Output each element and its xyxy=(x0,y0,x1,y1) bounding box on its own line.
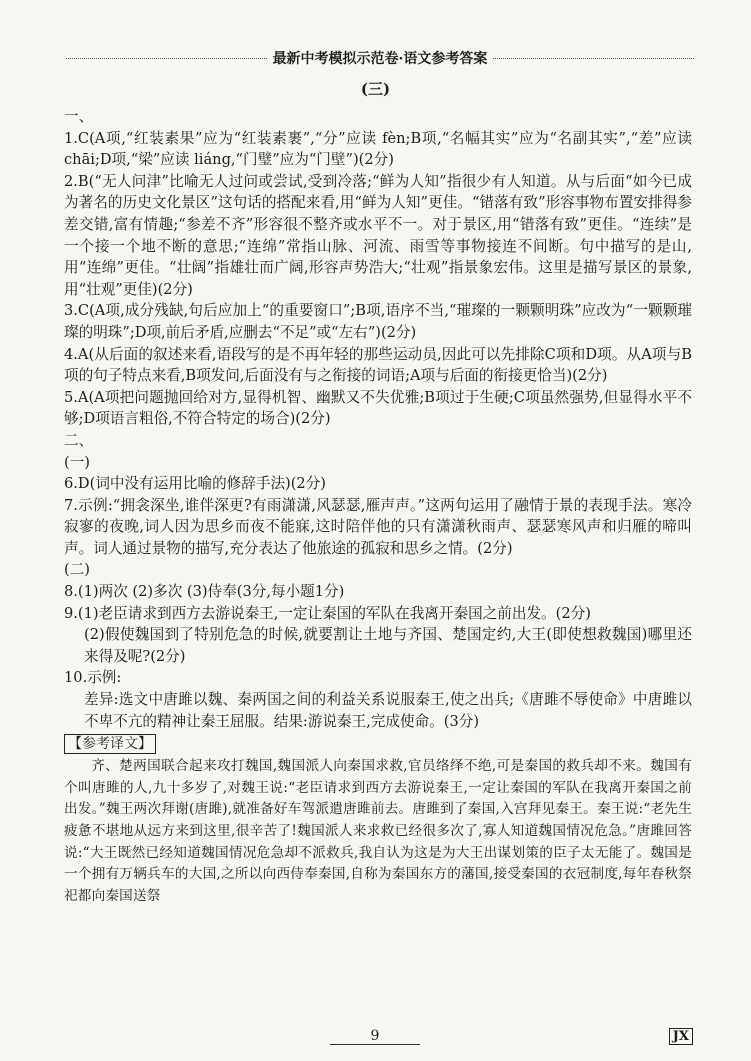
answer-item: 4.A(从后面的叙述来看,语段写的是不再年轻的那些运动员,因此可以先排除C项和D项。从A项与B项的句子特点来看,B项发问,后面没有与之衔接的词语;A项与后面的衔接更恰当)(2分) xyxy=(64,345,692,385)
answer-item: (2)假使魏国到了特别危急的时候,就要割让土地与齐国、楚国定约,大王(即使想救魏国)哪里还来得及呢?(2分) xyxy=(84,626,692,665)
subsection-label: (二) xyxy=(64,561,90,579)
part1-label: 一、 xyxy=(64,108,94,125)
answer-item: 10.示例: xyxy=(64,669,122,687)
edition-code: JX xyxy=(669,1028,693,1045)
answer-item: 差异:选文中唐雎以魏、秦两国之间的利益关系说服秦王,使之出兵;《唐雎不辱使命》中唐雎以不卑不亢的精神让秦王屈服。结果:游说秦王,完成使命。(3分) xyxy=(84,691,692,730)
section-number: (三) xyxy=(360,80,391,98)
answer-item: 2.B(“无人问津”比喻无人过问或尝试,受到冷落;“鲜为人知”指很少有人知道。从与后面“如今已成为著名的历史文化景区”这句话的搭配来看,用“鲜为人知”更佳。“错落有致”形容事物布置安排得参差交错,富有情趣;“参差不齐”形容很不整齐或水平不一。对于景区,用“错落有致”更佳。“连续”是一个接一个地不断的意思;“连绵”常指山脉、河流、雨雪等事物接连不间断。句中描写的是山,用“连绵”更佳。“壮阔”指雄壮而广阔,形容声势浩大;“壮观”指景象宏伟。这里是描写景区的景象,用“壮观”更佳)(2分) xyxy=(64,172,692,298)
subsection-label: (一) xyxy=(64,453,90,471)
reference-translation xyxy=(64,756,692,907)
answer-item: 1.C(A项,“红装素果”应为“红装素裹”,“分”应读 fèn;B项,“名幅其实”应为“名副其实”,“差”应读 chāi;D项,“梁”应读 liáng,“门璧”应为“门壁”)(2分) xyxy=(64,129,692,169)
answer-item: 9.(1)老臣请求到西方去游说秦王,一定让秦国的军队在我离开秦国之前出发。(2分) xyxy=(64,604,591,622)
reference-translation-label: 【参考译文】 xyxy=(64,734,156,754)
answer-item: 8.(1)两次 (2)多次 (3)侍奉(3分,每小题1分) xyxy=(64,583,345,601)
page-number: 9 xyxy=(330,1028,420,1045)
answer-item: 7.示例:“拥衾深坐,谁伴深更?有雨潇潇,风瑟瑟,雁声声。”这两句运用了融情于景的表现手法。寒冷寂寥的夜晚,词人因为思乡而夜不能寐,这时陪伴他的只有潇潇秋雨声、瑟瑟寒风声和归雁的啼叫声。词人通过景物的描写,充分表达了他旅途的孤寂和思乡之情。(2分) xyxy=(64,496,692,557)
header-title: 最新中考模拟示范卷·语文参考答案 xyxy=(272,51,488,67)
part2-label: 二、 xyxy=(64,431,94,449)
answer-item: 3.C(A项,成分残缺,句后应加上“的重要窗口”;B项,语序不当,“璀璨的一颗颗明珠”应改为“一颗颗璀璨的明珠”;D项,前后矛盾,应删去“不足”或“左右”)(2分) xyxy=(64,302,692,341)
answer-item: 5.A(A项把问题抛回给对方,显得机智、幽默又不失优雅;B项过于生硬;C项虽然强势,但显得水平不够;D项语言粗俗,不符合特定的场合)(2分) xyxy=(64,388,692,428)
answer-item: 6.D(词中没有运用比喻的修辞手法)(2分) xyxy=(64,475,326,493)
translation-text: 齐、楚两国联合起来攻打魏国,魏国派人向秦国求救,官员络绎不绝,可是秦国的救兵却不来。魏国有个叫唐雎的人,九十多岁了,对魏王说:“老臣请求到西方去游说秦王,一定让秦国的军队在我离开秦国之前出发。”魏王两次拜谢(唐雎),就准备好车驾派遣唐雎前去。唐雎到了秦国,入宫拜见秦王。秦王说:“老先生疲惫不堪地从远方来到这里,很辛苦了!魏国派人来求救已经很多次了,寡人知道魏国情况危急。”唐雎回答说:“大王既然已经知道魏国情况危急却不派救兵,我自认为这是为大王出谋划策的臣子太无能了。魏国是一个拥有万辆兵车的大国,之所以向西侍奉秦国,自称为秦国东方的藩国,接受秦国的衣冠制度,每年春秋祭祀都向秦国送祭 xyxy=(64,758,692,904)
page-header xyxy=(60,50,700,66)
page-footer xyxy=(0,1028,751,1048)
answer-content xyxy=(64,106,692,907)
